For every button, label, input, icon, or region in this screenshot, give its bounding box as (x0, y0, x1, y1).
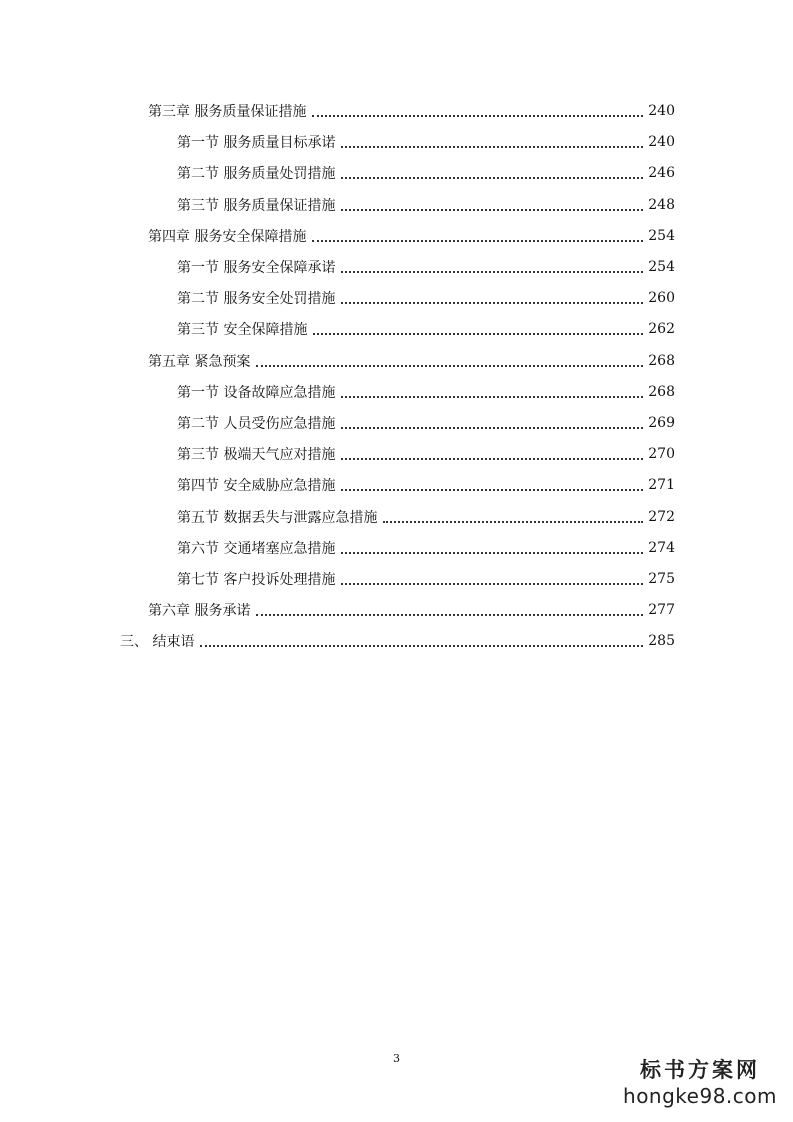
watermark-cn: 标书方案网 (640, 1057, 760, 1082)
toc-dot-leader (312, 226, 643, 242)
toc-dot-leader (312, 101, 643, 117)
toc-entry[interactable] (177, 506, 675, 528)
toc-entry-page: 271 (648, 477, 675, 494)
toc-entry[interactable] (148, 599, 675, 621)
toc-entry-page: 272 (648, 508, 675, 525)
toc-entry[interactable] (148, 350, 675, 372)
toc-dot-leader (341, 163, 643, 179)
toc-entry-page: 285 (648, 633, 675, 650)
toc-dot-leader (256, 600, 643, 616)
toc-entry[interactable] (177, 381, 675, 403)
toc-entry-label: 第一节 服务安全保障承诺 (177, 260, 336, 276)
toc-dot-leader (341, 382, 643, 398)
toc-entry[interactable] (177, 537, 675, 559)
toc-entry-page: 275 (648, 571, 675, 587)
toc-entry-label: 第五节 数据丢失与泄露应急措施 (177, 509, 378, 526)
toc-entry[interactable] (120, 630, 675, 652)
toc-entry-label: 第四章 服务安全保障措施 (148, 228, 307, 245)
toc-entry-label: 第五章 紧急预案 (148, 353, 251, 370)
toc-entry-label: 第三节 极端天气应对措施 (177, 447, 336, 464)
toc-entry-label: 第七节 客户投诉处理措施 (177, 572, 336, 588)
toc-entry-page: 270 (648, 446, 675, 463)
toc-entry[interactable] (148, 100, 675, 122)
toc-entry-page: 248 (648, 196, 675, 213)
toc-entry-label: 第一节 服务质量目标承诺 (177, 135, 336, 152)
toc-entry[interactable] (177, 287, 675, 309)
toc-dot-leader (256, 351, 643, 367)
toc-entry[interactable] (177, 131, 675, 153)
toc-entry-label: 三、 结束语 (120, 634, 195, 651)
toc-entry[interactable] (177, 412, 675, 434)
watermark-url: hongke98.com (623, 1084, 777, 1108)
toc-entry-page: 260 (648, 290, 675, 307)
toc-entry-label: 第二节 服务质量处罚措施 (177, 166, 336, 183)
toc-dot-leader (341, 195, 643, 211)
toc-dot-leader (341, 257, 643, 273)
toc-entry[interactable] (177, 568, 675, 590)
toc-dot-leader (383, 507, 643, 523)
page-number: 3 (393, 1052, 400, 1065)
toc-entry[interactable] (177, 443, 675, 465)
toc-entry-label: 第六节 交通堵塞应急措施 (177, 540, 336, 557)
toc-entry-label: 第二节 人员受伤应急措施 (177, 416, 336, 432)
toc-entry-label: 第六章 服务承诺 (148, 603, 251, 620)
toc-entry-page: 274 (648, 539, 675, 556)
toc-dot-leader (341, 288, 643, 304)
toc-entry-label: 第三节 服务质量保证措施 (177, 197, 336, 214)
toc-entry-page: 240 (648, 134, 675, 151)
toc-entry-page: 277 (648, 602, 675, 619)
toc-entry[interactable] (177, 162, 675, 184)
toc-entry-page: 262 (648, 321, 675, 338)
toc-entry-label: 第一节 设备故障应急措施 (177, 384, 336, 401)
toc-entry-page: 254 (648, 259, 675, 275)
toc-entry-label: 第四节 安全威胁应急措施 (177, 478, 336, 495)
toc-entry-label: 第二节 服务安全处罚措施 (177, 291, 336, 308)
toc-dot-leader (341, 413, 643, 429)
toc-dot-leader (341, 475, 643, 491)
toc-entry-page: 268 (648, 383, 675, 400)
toc-entry[interactable] (177, 256, 675, 278)
toc-entry-page: 246 (648, 165, 675, 182)
toc-entry[interactable] (148, 225, 675, 247)
toc-dot-leader (341, 569, 643, 585)
toc-dot-leader (200, 631, 643, 647)
toc-entry[interactable] (177, 318, 675, 340)
toc-entry-page: 240 (648, 103, 675, 119)
toc-entry[interactable] (177, 194, 675, 216)
toc-entry-page: 269 (648, 415, 675, 431)
toc-dot-leader (341, 444, 643, 460)
toc-entry[interactable] (177, 474, 675, 496)
toc-entry-label: 第三章 服务质量保证措施 (148, 104, 307, 120)
toc-entry-label: 第三节 安全保障措施 (177, 322, 308, 339)
toc-entry-page: 268 (648, 352, 675, 369)
toc-dot-leader (341, 132, 643, 148)
toc-dot-leader (313, 319, 643, 335)
toc-dot-leader (341, 538, 643, 554)
watermark-logo (623, 1054, 777, 1108)
toc-entry-page: 254 (648, 227, 675, 244)
